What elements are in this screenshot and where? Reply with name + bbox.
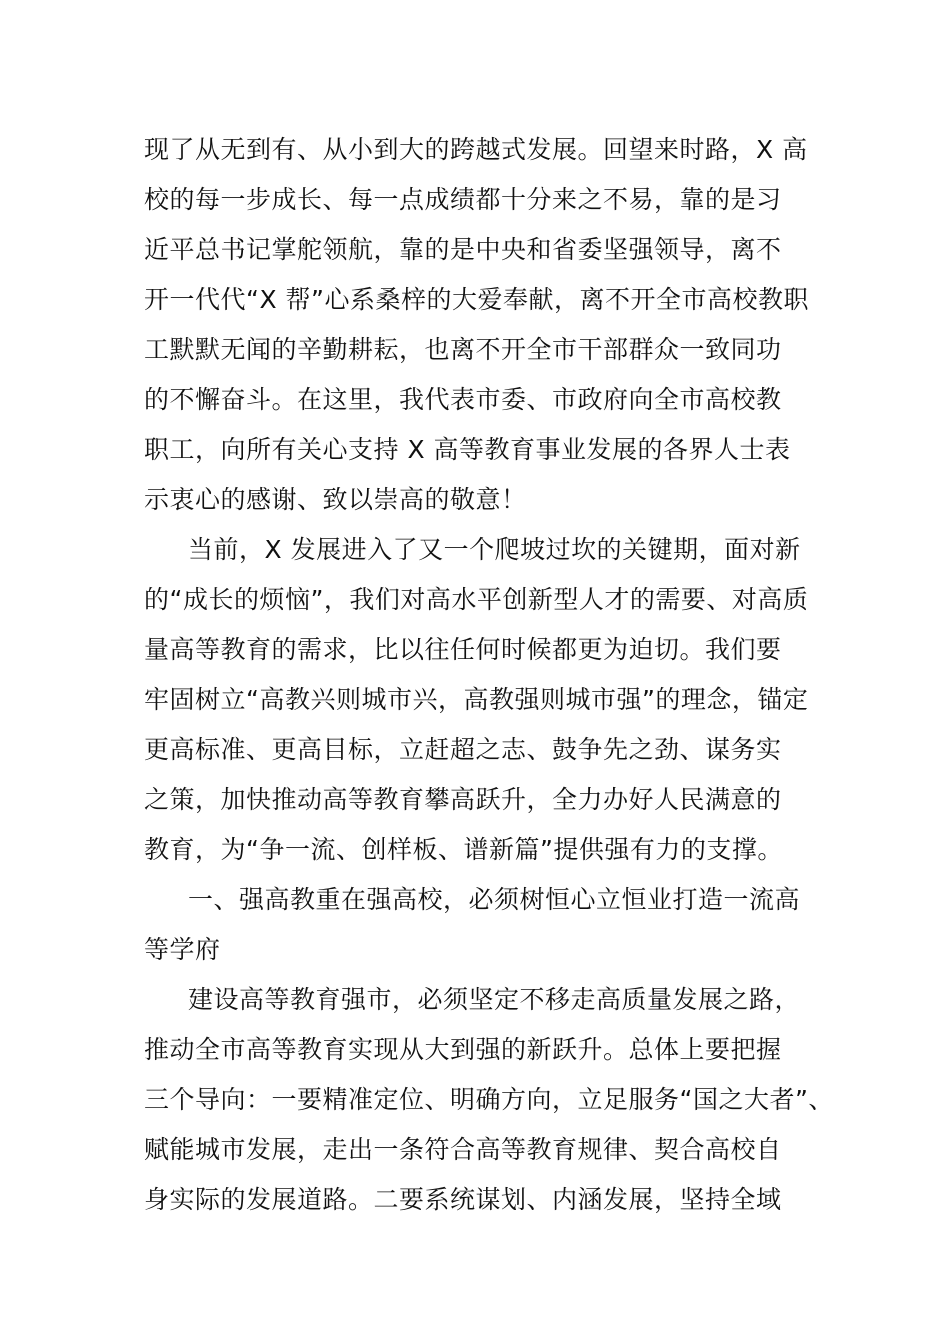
text-line: 三个导向：一要精准定位、明确方向，立足服务“国之大者”、 [144,1085,834,1114]
text-line: 工默默无闻的辛勤耕耘，也离不开全市干部群众一致同功 [144,335,782,364]
section-heading-continued: 等学府 [144,935,221,964]
text-line: 牢固树立“高教兴则城市兴，高教强则城市强”的理念，锚定 [144,685,809,714]
text-line: 之策，加快推动高等教育攀高跃升，全力办好人民满意的 [144,785,782,814]
text-line: 更高标准、更高目标，立赶超之志、鼓争先之劲、谋务实 [144,735,782,764]
text-line: 开一代代“X 帮”心系桑梓的大爱奉献，离不开全市高校教职 [144,285,809,314]
text-line: 赋能城市发展，走出一条符合高等教育规律、契合高校自 [144,1135,782,1164]
section-heading: 一、强高教重在强高校，必须树恒心立恒业打造一流高 [188,885,801,914]
text-line: 身实际的发展道路。二要系统谋划、内涵发展，坚持全域 [144,1185,782,1214]
text-line: 职工，向所有关心支持 X 高等教育事业发展的各界人士表 [144,435,791,464]
text-line: 现了从无到有、从小到大的跨越式发展。回望来时路，X 高 [144,135,808,164]
text-line: 的不懈奋斗。在这里，我代表市委、市政府向全市高校教 [144,385,782,414]
paragraph-first-line: 当前，X 发展进入了又一个爬坡过坎的关键期，面对新 [188,535,801,564]
text-line: 示衷心的感谢、致以崇高的敬意！ [144,485,527,514]
text-line: 校的每一步成长、每一点成绩都十分来之不易，靠的是习 [144,185,782,214]
text-line: 教育，为“争一流、创样板、谱新篇”提供强有力的支撑。 [144,835,783,864]
paragraph-first-line: 建设高等教育强市，必须坚定不移走高质量发展之路， [188,985,801,1014]
text-line: 推动全市高等教育实现从大到强的新跃升。总体上要把握 [144,1035,782,1064]
text-line: 的“成长的烦恼”，我们对高水平创新型人才的需要、对高质 [144,585,809,614]
text-line: 量高等教育的需求，比以往任何时候都更为迫切。我们要 [144,635,782,664]
text-line: 近平总书记掌舵领航，靠的是中央和省委坚强领导，离不 [144,235,782,264]
